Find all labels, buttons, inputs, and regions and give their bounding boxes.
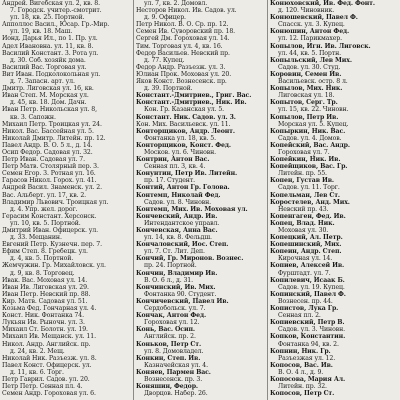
directory-entry: Коняшин, Федор. bbox=[136, 383, 198, 391]
directory-entry: Контемп, Николай Фед. bbox=[136, 191, 221, 199]
entry-continuation: Васильевск. остр. 8 л. bbox=[278, 78, 348, 86]
entry-continuation: ул. 7. Ст. Лит. Деп. bbox=[144, 248, 205, 256]
directory-entry: Кон. Мих. Васильевск. ул. 11. bbox=[136, 120, 231, 128]
directory-entry: Копилевич, Исаак Б. bbox=[270, 276, 345, 284]
entry-continuation: Садов. ул. 30. Студ. bbox=[278, 63, 341, 71]
directory-entry: Никол. Андр. Английск. пр. bbox=[2, 340, 91, 348]
entry-continuation: Фонтанка ул. 18, кв. 5. bbox=[144, 134, 216, 142]
directory-entry: Копылов, Петр Ив. bbox=[270, 113, 339, 121]
directory-entry: Семен Егор. 3. Ротная ул. 16. bbox=[2, 170, 96, 178]
directory-entry: Копец, Влад. Ник. bbox=[270, 219, 335, 227]
directory-entry: Никол. Вас. Бассейная ул. 5. bbox=[2, 127, 94, 135]
entry-continuation: Садов. ул. 3. Чиновн. bbox=[278, 326, 345, 334]
directory-entry: Ефим Степ. 8. Гребецк. ул. bbox=[2, 248, 88, 256]
directory-entry: Копнин, Ник. Гр. bbox=[270, 347, 331, 355]
entry-continuation: ул. 14, кв. 8. Фельдш. bbox=[144, 234, 212, 242]
entry-continuation: д. 24, кв. 2. Мещ. bbox=[10, 347, 65, 355]
directory-entry: Кончаловский, Иос. Степ. bbox=[136, 241, 229, 249]
directory-entry: Несторов Никол. Ив. Садов. ул. bbox=[136, 7, 237, 15]
directory-entry: Михаил Ив. Мещанск. ул. 11. bbox=[2, 333, 96, 341]
entry-continuation: Кирочная ул. 14. bbox=[278, 255, 333, 263]
entry-continuation: ул. 19, кв. 18. Маш. bbox=[10, 28, 73, 36]
directory-entry: Копылов, Игн. Ив. Лиговск. bbox=[270, 42, 371, 50]
directory-entry: Конторщиков, Андр. Леонт. bbox=[136, 127, 235, 135]
directory-entry: Конкин, Степ. Ив. bbox=[136, 354, 201, 362]
entry-continuation: Лиговская ул. 18. bbox=[278, 92, 335, 100]
directory-entry: Копков, Константин. bbox=[270, 333, 346, 341]
entry-continuation: д. 9. Офицер. bbox=[144, 14, 186, 22]
directory-entry: Кончак, Антон Фед. bbox=[136, 312, 207, 320]
entry-continuation: д. 120. Чиновник. bbox=[278, 7, 335, 15]
directory-entry: Копейкин, Ник. Ив. bbox=[270, 156, 341, 164]
entry-continuation: ул. 18, кв. 25. Портной. bbox=[10, 14, 85, 22]
directory-entry: Коростелев, Анд. Мих. bbox=[270, 198, 350, 206]
directory-entry: Копейщиков, Вас. Гр. bbox=[270, 163, 348, 171]
directory-entry: Вас. Альберт. ул. 17, кв. 2. bbox=[2, 191, 87, 199]
directory-entry: Констант.-Дмитриев., Григ. Вас. bbox=[136, 92, 252, 100]
directory-entry: Копиев, Алексей Ив. bbox=[270, 262, 345, 270]
directory-entry: Конюховский, Ив. Фед. Фонт. bbox=[270, 0, 375, 7]
directory-entry: Семен Андр. Гороховая ул. 6. bbox=[2, 390, 96, 398]
entry-continuation: Фурштадт. ул. 7. bbox=[278, 269, 331, 277]
directory-entry: Иван Петр. Никольская ул. 8, bbox=[2, 106, 97, 114]
entry-continuation: Садов. ул. 19. Купец. bbox=[278, 283, 345, 291]
directory-entry: Копосов, Петр Ст. bbox=[270, 390, 335, 398]
entry-continuation: Невский пр. 43. bbox=[278, 205, 329, 213]
directory-entry: Семен Ив. Суворовский пр. 18. bbox=[136, 28, 236, 36]
entry-continuation: 7. Городск. учитер.-смотрит. bbox=[10, 7, 102, 15]
entry-continuation: д. 11, кв. 6. Торг. bbox=[10, 368, 64, 376]
directory-entry: Михаил Петр. Троицкая ул. 24. bbox=[2, 120, 102, 128]
entry-continuation: ул. 12. Парикмахер. bbox=[278, 35, 343, 43]
directory-entry: Копешинский, Мих. bbox=[270, 241, 342, 249]
entry-continuation: ул. 7, кв. 2. Домовл. bbox=[144, 0, 208, 7]
directory-entry: Тим. Торговая ул. 4, кв. 16. bbox=[136, 42, 223, 50]
directory-entry: Кир. Матв. Садовая ул. 51. bbox=[2, 297, 88, 305]
directory-entry: Петр Гаврил. Садов. ул. 20. bbox=[2, 375, 90, 383]
directory-entry: Павел Конст. Офицерск. ул. bbox=[2, 361, 92, 369]
entry-continuation: Сенная пл. 3, кв. 4. bbox=[144, 163, 206, 171]
directory-entry: Копыльский, Лев Мих. bbox=[270, 56, 352, 64]
entry-continuation: ул. 15, кв. 22. Чиновн. bbox=[278, 106, 349, 114]
directory-entry: Николай Ник. Разъезж. ул. 8. bbox=[2, 354, 97, 362]
directory-entry: Конст. Ник. Фонтанка 74. bbox=[2, 312, 84, 320]
directory-entry: Иван Ив. Лиговская ул. 29. bbox=[2, 283, 89, 291]
directory-entry: Конюшин, Антон Фед. bbox=[270, 28, 350, 36]
directory-entry: Копистов, Лука Гр. bbox=[270, 305, 339, 313]
directory-entry: Петр Петр. Сенная пл. 4. bbox=[2, 383, 83, 391]
directory-entry: Контрин, Антон Вас. bbox=[136, 156, 210, 164]
entry-continuation: Английск. пр. 2. bbox=[144, 333, 196, 341]
directory-entry: Конунтин, Петр Ив. Литейн. bbox=[136, 170, 238, 178]
entry-continuation: Гороховая ул. 7. bbox=[278, 148, 330, 156]
directory-entry: Козьма Фед. Гончарная ул. 4. bbox=[2, 305, 97, 313]
directory-entry: Владимир Львович. Троицкая ул. bbox=[2, 198, 109, 206]
entry-continuation: д. 45, кв. 18. Дом. Дачн. bbox=[10, 99, 87, 107]
directory-entry: Коровин, Семен Ив. bbox=[270, 70, 342, 78]
entry-continuation: Дворцов. Набер. 26. bbox=[144, 390, 208, 398]
entry-continuation: Фонтанка 90. Студент. bbox=[144, 290, 217, 298]
directory-entry: Копейский, Вас. Андр. bbox=[270, 141, 350, 149]
directory-entry: Петр Иван. Садовая ул. 7. bbox=[2, 156, 85, 164]
directory-entry: Контий, Антон Гр. Голова. bbox=[136, 184, 230, 192]
directory-entry: Иван Степ. М. Морская ул. bbox=[2, 92, 89, 100]
entry-continuation: кв. 3. Сапожн. bbox=[10, 113, 56, 121]
entry-continuation: Гороховая ул. 12. bbox=[144, 319, 200, 327]
directory-entry: Контемп, Мих. Ив. Моховая ул. bbox=[136, 205, 248, 213]
entry-continuation: Вознесен. пр. 44. bbox=[278, 297, 333, 305]
directory-entry: Петр Никол. В. О. Ср. пр. 12. bbox=[136, 21, 229, 29]
directory-entry: Копен, Густав Ив. bbox=[270, 177, 334, 185]
directory-entry: Жемчужин. Гр. Михайловск. ул. bbox=[2, 262, 106, 270]
entry-continuation: Фонтанка 94, кв. 2. bbox=[278, 340, 339, 348]
directory-entry: Копеин, Андр. Степ. bbox=[270, 248, 342, 256]
entry-continuation: д. 9, кв. 8. Торговец. bbox=[10, 269, 75, 277]
directory-entry: Сергей Дм. Гороховая ул. 14. bbox=[136, 35, 230, 43]
column-left bbox=[0, 0, 134, 400]
entry-continuation: Разъезжая ул. 12. bbox=[278, 354, 336, 362]
directory-entry: Николай Дмитр. Литейн. пр. 12. bbox=[2, 134, 106, 142]
directory-entry: Михаил Ст. Болотн. ул. 19. bbox=[2, 326, 88, 334]
directory-entry: Копосов, Вас. Ив. bbox=[270, 361, 333, 369]
entry-continuation: ул. 10, кв. 5. Портной. bbox=[10, 219, 81, 227]
entry-continuation: В. О. 6 л., д. 31. bbox=[144, 276, 194, 284]
entry-continuation: д. 7. Запасн. арт. ул. bbox=[10, 78, 75, 86]
directory-entry: Федор Андр. Разъезж. ул. 3. bbox=[136, 63, 226, 71]
directory-entry: Федор Васильев. Невский пр. bbox=[136, 49, 230, 57]
entry-continuation: Садов. ул. 4. Домов. bbox=[278, 134, 342, 142]
directory-entry: Копылов, Мих. Ник. bbox=[270, 85, 343, 93]
directory-entry: Осип Федор. Садовая ул. 32. bbox=[2, 148, 93, 156]
directory-entry: Копецкий, Ал. Петр. bbox=[270, 234, 343, 242]
entry-continuation: Моховая ул. 30. bbox=[278, 227, 329, 234]
entry-continuation: д. 77. Купец. bbox=[144, 56, 185, 64]
entry-continuation: д. 30. Соб. хозяйк дома. bbox=[10, 56, 86, 64]
directory-entry: Герасим Констант. Херсонск. bbox=[2, 212, 97, 220]
directory-entry: Дмитр. Лиговская ул. 16, кв. bbox=[2, 85, 94, 93]
directory-entry: Кончин, Владимир Ив. bbox=[136, 269, 218, 277]
entry-continuation: Морская ул. 5. Купец. bbox=[278, 120, 349, 128]
column-right bbox=[268, 0, 400, 400]
entry-continuation: Садов. ул. 11. Торг. bbox=[278, 184, 340, 192]
directory-entry: Адел Ивановна. ул. 11, кв. 8. bbox=[2, 42, 94, 50]
directory-entry: Копинский, Павел Ф. bbox=[270, 290, 346, 298]
directory-entry: Копенгаген, Фед. Ив. bbox=[270, 212, 346, 220]
directory-entry: Андрей Васил. Знаменск. ул. 2. bbox=[2, 184, 102, 192]
entry-continuation: Интендантское управл. bbox=[144, 219, 220, 227]
column-middle bbox=[134, 0, 268, 400]
directory-entry: Яков Конст. Вознесенск. пр. bbox=[136, 78, 227, 86]
directory-entry: Копыркин, Ник. Вас. bbox=[270, 127, 346, 135]
directory-entry: Дмитрий Иван. Офицерск. ул. bbox=[2, 227, 98, 234]
entry-continuation: пр. 24. Портной. bbox=[144, 262, 197, 270]
directory-entry: Евгений Петр. Кузнечн. пер. 7. bbox=[2, 241, 102, 249]
directory-entry: Констант.-Дмитриев., Ник. Ив. bbox=[136, 99, 247, 107]
entry-continuation: д. 4, кв. 5. Портной. bbox=[10, 255, 74, 263]
directory-entry: Копельман, Лев Ст. bbox=[270, 191, 340, 199]
directory-entry: Конюшевский, Павел Ф. bbox=[270, 14, 358, 22]
entry-continuation: пр. 17. Студент. bbox=[144, 177, 196, 185]
entry-continuation: Кон. Гр. Казанская ул. 5. bbox=[144, 106, 225, 114]
entry-continuation: д. 39. Портной. bbox=[144, 85, 193, 93]
directory-entry: Кончинский, Ив. Мих. bbox=[136, 283, 216, 291]
directory-entry: Вит Иван. Подколокольная ул. bbox=[2, 70, 101, 78]
entry-continuation: Литейн. пр. 55. bbox=[278, 170, 327, 178]
entry-continuation: д. 33. Мещанин. bbox=[10, 234, 62, 242]
directory-entry: Ивак. Вас. Моховая ул. 14. bbox=[2, 276, 88, 284]
entry-continuation: ул. 8. Домовладел. bbox=[144, 347, 204, 355]
entry-continuation: Литейн. пр. 32. bbox=[278, 383, 327, 391]
directory-entry: Андрей. Вигебская ул. 2, кв. 8. bbox=[2, 0, 100, 7]
directory-entry: Апполлос Васил., Юсар. Гр.-Мир. bbox=[2, 21, 110, 29]
directory-entry: Ионд. Дарья Ил., по 1. Пр. ул. bbox=[2, 35, 98, 43]
directory-entry: Конь, Вас. Осип. bbox=[136, 326, 195, 334]
directory-entry: Кончичевский, Павел Ив. bbox=[136, 297, 229, 305]
directory-entry: Кончевская, Анна Вас. bbox=[136, 227, 218, 234]
directory-entry: Конторщиков, Конст. Фед. bbox=[136, 141, 231, 149]
directory-entry: Коньков, Петр Ст. bbox=[136, 340, 201, 348]
entry-continuation: Садов. ул. 8. Чиновн. bbox=[144, 198, 211, 206]
entry-continuation: Вознесенск. пр. 3. bbox=[144, 375, 203, 383]
directory-entry: Павел Андр. В. О. 5 л., д. 14. bbox=[2, 141, 93, 149]
entry-continuation: Казначейская ул. 4. bbox=[144, 361, 208, 369]
directory-entry: Кончий, Гр. Миронов. Вознес. bbox=[136, 255, 244, 263]
directory-entry: Иван Петр. Невский пр. 88. bbox=[2, 290, 91, 298]
directory-entry: Юлиан Прок. Моховая ул. 20. bbox=[136, 70, 232, 78]
entry-continuation: В. О. 4 л., д. 9. bbox=[278, 368, 324, 376]
directory-entry: Кончевский, Андр. Ив. bbox=[136, 212, 218, 220]
directory-entry: Копосова, Мария Ал. bbox=[270, 375, 346, 383]
entry-continuation: Сенная пл. 2. bbox=[278, 312, 321, 320]
directory-entry: Гарасов Никол. Горох. ул. 41. bbox=[2, 177, 97, 185]
entry-continuation: д. 4. Упр. жел. дорог. bbox=[10, 205, 78, 213]
entry-continuation: Спасск. ул. 3. Купец. bbox=[278, 21, 345, 29]
entry-continuation: Сердобольск. ул. 7. bbox=[144, 305, 206, 313]
directory-entry: Копытов, Серг. Тр. bbox=[270, 99, 338, 107]
directory-entry: Петр Матв. Столярный пер. 3. bbox=[2, 163, 99, 171]
directory-entry: Василий Констант. 3. Рота ул. bbox=[2, 49, 99, 57]
entry-continuation: ул. 44, кв. 5. Портн. bbox=[278, 49, 341, 57]
directory-entry: Коняев, Пармен Вас. bbox=[136, 368, 211, 376]
directory-entry: Констант. Ник. Садов. ул. 3. bbox=[136, 113, 236, 121]
directory-entry: Копиевский, Петр В. bbox=[270, 319, 345, 327]
directory-entry: Василий Вас. Торговая ул. bbox=[2, 63, 87, 71]
entry-continuation: Москов. ул. 6. Чиновн. bbox=[144, 148, 217, 156]
directory-entry: Лукьян Ив. Рыночн. ул. 3. bbox=[2, 319, 85, 327]
